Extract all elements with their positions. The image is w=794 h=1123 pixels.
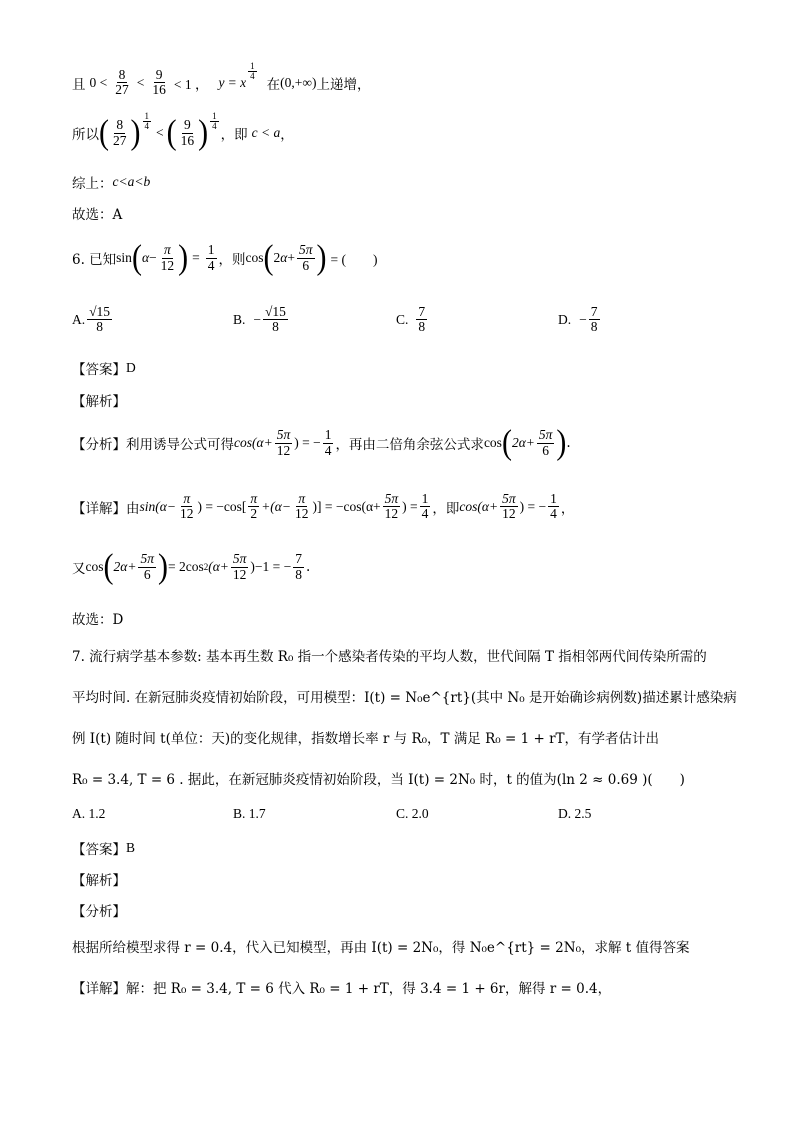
option-d: D. 2.5	[558, 806, 592, 821]
fraction: $\frac{8}{27}$	[115, 67, 129, 98]
analysis-6-heading: 【解析】	[72, 394, 126, 410]
option-a: A. 1.2	[72, 806, 106, 821]
fraction: $\frac{8}{27}$	[113, 117, 127, 148]
exponent-fraction: $\frac{1}{4}$	[250, 61, 255, 82]
option-b: B. − $\frac{√15}{8}$	[233, 304, 286, 335]
math: =	[228, 74, 237, 90]
choice-6: 故选：D	[72, 612, 124, 628]
analysis-7-detail: 【详解】 解：把 R₀ = 3.4, T = 6 代入 R₀ = 1 + rT，得 3.4 = 1 + 6r，解得 r = 0.4，	[72, 981, 612, 997]
math: sin	[116, 250, 132, 265]
text: 且	[72, 76, 86, 93]
answer-6: 【答案】 D	[72, 360, 136, 378]
question-7-line-4: R₀ = 3.4, T = 6 . 据此，在新冠肺炎疫情初始阶段，当 I(t) = 2N₀ 时，t 的值为(ln 2 ≈ 0.69 )( )	[72, 772, 685, 788]
analysis-7-heading: 【解析】	[72, 873, 126, 889]
math: <	[136, 74, 145, 90]
question-7-line-3: 例 I(t) 随时间 t(单位：天)的变化规律，指数增长率 r 与 R₀，T 满足 R₀ = 1 + rT，有学者估计出	[72, 731, 660, 747]
fraction: $\frac{5\pi}{6}$	[299, 242, 313, 273]
fraction: $\frac{9}{16}$	[152, 67, 166, 98]
line-monotonic	[72, 61, 371, 98]
fraction: $\frac{1}{4}$	[207, 242, 215, 273]
analysis-6-fenxi: 【分析】 利用诱导公式可得 cos(α+ $\frac{5\pi}{12}$ ) = − $\frac{1}{4}$ ，再由二倍角余弦公式求 cos ( 2α+ $\frac{5\pi}{6}$ ) .	[72, 423, 571, 462]
analysis-7-fenxi: 根据所给模型求得 r = 0.4，代入已知模型，再由 I(t) = 2N₀，得 N₀e^{rt} = 2N₀，求解 t 值得答案	[72, 940, 690, 956]
math: x	[240, 74, 247, 90]
question-6-stem: 6. 已知 sin ( α − $\frac{\pi}{12}$ ) = $\frac{1}{4}$ ，则 cos ( 2 α + $\frac{5\pi}{6}$ ) = ( )	[72, 238, 378, 277]
text: ，则	[218, 252, 246, 268]
text: 在	[266, 76, 281, 93]
text: ，即	[220, 127, 248, 143]
question-7-line-1: 7. 流行病学基本参数: 基本再生数 R₀ 指一个感染者传染的平均人数，世代间隔 T 指相邻两代间传染所需的	[72, 649, 707, 665]
question-7-line-2: 平均时间. 在新冠肺炎疫情初始阶段，可用模型：I(t) = N₀e^{rt}(其中 N₀ 是开始确诊病例数)描述累计感染病	[72, 690, 737, 706]
math: c<a<b	[112, 174, 151, 189]
exponent-fraction: $\frac{1}{4}$	[144, 111, 149, 132]
math: 0 <	[89, 74, 108, 90]
line-summary	[72, 172, 150, 192]
math: < 1 ，	[173, 76, 209, 92]
line-therefore: 所以 ( $\frac{8}{27}$ ) $\frac{1}{4}$ < ( $\frac{9}{16}$ ) $\frac{1}{4}$ ，即 c < a ，	[72, 111, 294, 152]
option-c: C. $\frac{7}{8}$	[396, 304, 426, 335]
option-b: B. 1.7	[233, 806, 266, 821]
analysis-6-detail-2: 又 cos ( 2α+ $\frac{5\pi}{6}$ ) = 2cos 2 (α+ $\frac{5\pi}{12}$ )−1 = − $\frac{7}{8}$ .	[72, 547, 311, 586]
question-number: 6. 已知	[72, 252, 117, 268]
text: 上递增，	[316, 76, 371, 93]
math: <	[156, 125, 164, 140]
analysis-6-detail: 【详解】 由 sin(α− $\frac{\pi}{12}$ ) = −cos[ $\frac{\pi}{2}$ +(α− $\frac{\pi}{12}$ )] = −cos(α+ $\frac{5\pi}{12}$ ) = $\frac{1}{4}$ ，即 cos(α+ $\frac{5\pi}{12}$ ) = − $\frac{1}{4}$ ，	[72, 491, 575, 522]
text: 综上：	[72, 176, 113, 192]
line-choice-prev: 故选：A	[72, 207, 123, 223]
answer-7: 【答案】 B	[72, 840, 136, 858]
option-d: D. − $\frac{7}{8}$	[558, 304, 598, 335]
exponent-fraction: $\frac{1}{4}$	[212, 111, 217, 132]
math: y	[218, 74, 225, 90]
math: (0,+∞)	[280, 74, 317, 90]
text: ，	[280, 127, 294, 143]
fraction: $\frac{9}{16}$	[180, 117, 195, 148]
option-c: C. 2.0	[396, 806, 429, 821]
answer-blank: = ( )	[330, 252, 378, 267]
analysis-7-fenxi-heading: 【分析】	[72, 904, 126, 920]
text: 所以	[72, 127, 99, 143]
option-a: A. $\frac{√15}{8}$	[72, 304, 111, 335]
math: c < a	[251, 125, 281, 140]
fraction: $\frac{\pi}{12}$	[160, 242, 175, 273]
